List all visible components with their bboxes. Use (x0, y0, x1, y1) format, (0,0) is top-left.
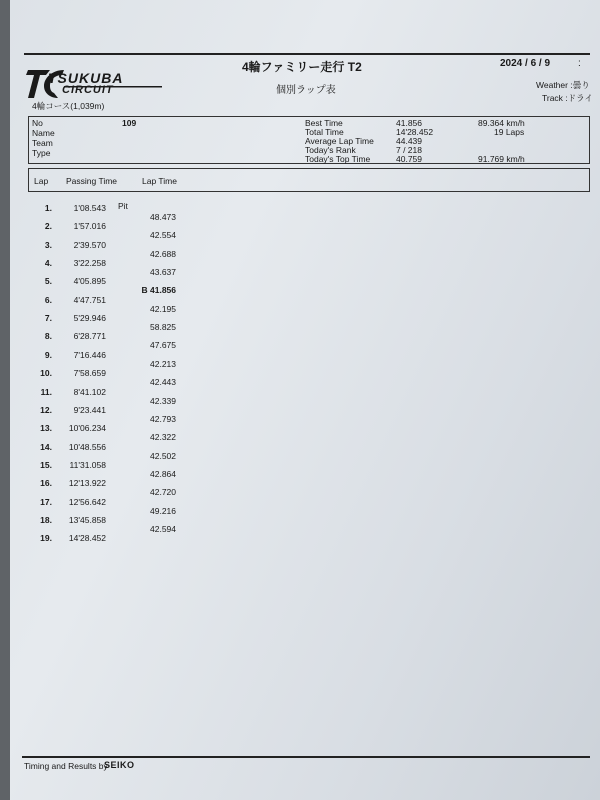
passing-time: 7'16.446 (73, 349, 106, 360)
stat-extra-top: 91.769 km/h (478, 154, 525, 164)
track-condition: Track :ドライ (542, 93, 593, 103)
lap-time: 42.502 (150, 450, 176, 461)
stat-extra-total: 19 Laps (494, 127, 525, 137)
passing-time: 12'13.922 (68, 478, 106, 489)
report-subtitle: 個別ラップ表 (276, 85, 336, 96)
event-date: 2024 / 6 / 9 (500, 58, 551, 69)
weather: Weather :曇り (536, 80, 590, 90)
label-type: Type (32, 148, 51, 158)
lap-time: B 41.856 (141, 285, 176, 296)
column-passing-time: Passing Time (66, 176, 118, 186)
lap-number: 9. (44, 349, 52, 360)
passing-time: 8'41.102 (73, 386, 106, 397)
logo-line-1: TSUKUBA (48, 70, 124, 86)
course-name: 4輪コース(1,039m) (32, 101, 105, 111)
stat-label-top: Today's Top Time (305, 154, 371, 164)
lap-number: 17. (40, 496, 52, 507)
footer-brand: SEIKO (104, 760, 135, 770)
lap-number: 2. (44, 221, 52, 232)
stat-label-rank: Today's Rank (305, 145, 356, 155)
lap-time: 42.339 (150, 395, 176, 406)
lap-time: 48.473 (150, 212, 176, 222)
label-name: Name (32, 128, 55, 138)
lap-number: 3. (44, 239, 52, 250)
lap-number: 12. (40, 404, 52, 415)
stat-value-rank: 7 / 218 (396, 145, 422, 155)
lap-time: 49.216 (150, 505, 176, 516)
lap-time: 47.675 (150, 340, 176, 351)
column-lap-time: Lap Time (142, 176, 177, 186)
stat-label-total: Total Time (305, 127, 344, 137)
stat-label-best: Best Time (305, 118, 343, 128)
event-title: 4輪ファミリー走行 T2 (242, 60, 362, 74)
stat-value-average: 44.439 (396, 136, 422, 146)
lap-time: 42.322 (150, 432, 176, 443)
lap-time: 42.213 (150, 358, 176, 369)
passing-time: 12'56.642 (68, 496, 106, 507)
passing-time: 11'31.058 (69, 459, 106, 470)
passing-time: 6'28.771 (73, 331, 106, 342)
stat-label-average: Average Lap Time (305, 136, 374, 146)
lap-number: 19. (40, 533, 52, 544)
passing-time: 13'45.858 (68, 514, 106, 525)
passing-time: 2'39.570 (73, 239, 106, 250)
lap-time: 42.554 (150, 230, 176, 241)
passing-time: 3'22.258 (73, 258, 106, 269)
lap-time: 42.594 (150, 523, 176, 534)
lap-number: 7. (44, 313, 52, 324)
footer-text: Timing and Results by (24, 761, 108, 771)
passing-time: 1'08.543 (73, 203, 106, 213)
lap-number: 8. (44, 331, 52, 342)
passing-time: 10'06.234 (68, 423, 106, 434)
stat-extra-best: 89.364 km/h (478, 118, 525, 128)
lap-number: 18. (40, 514, 52, 525)
lap-time: 58.825 (150, 322, 176, 333)
footer-rule (22, 756, 590, 758)
lap-time: 42.720 (150, 487, 176, 498)
column-lap: Lap (34, 176, 49, 186)
lap-number: 10. (40, 368, 52, 379)
lap-number: 13. (40, 423, 52, 434)
passing-time: 4'05.895 (73, 276, 106, 287)
lap-number: 1. (44, 203, 52, 213)
lap-number: 11. (40, 386, 52, 397)
passing-time: 5'29.946 (73, 313, 106, 324)
lap-time: 42.688 (150, 248, 176, 259)
lap-time: 42.864 (150, 468, 176, 479)
lap-time: 42.195 (150, 303, 176, 314)
top-rule (24, 53, 590, 55)
passing-time: 7'58.659 (73, 368, 106, 379)
pit-note: Pit (118, 201, 128, 211)
lap-time: 42.793 (150, 413, 176, 424)
lap-number: 15. (40, 459, 52, 470)
logo-line-2: CIRCUIT (62, 84, 114, 96)
lap-time: 43.637 (150, 267, 176, 278)
stat-value-total: 14'28.452 (396, 127, 434, 137)
lap-number: 4. (44, 258, 52, 269)
passing-time: 4'47.751 (73, 294, 106, 305)
lap-time: 42.443 (150, 377, 176, 388)
passing-time: 1'57.016 (73, 221, 106, 232)
lap-number: 16. (40, 478, 52, 489)
lap-number: 14. (40, 441, 52, 452)
stat-value-best: 41.856 (396, 118, 422, 128)
car-number: 109 (122, 118, 137, 128)
lap-number: 6. (44, 294, 52, 305)
stat-value-top: 40.759 (396, 154, 422, 164)
passing-time: 10'48.556 (68, 441, 106, 452)
lap-number: 5. (44, 276, 52, 287)
passing-time: 14'28.452 (68, 533, 106, 544)
date-suffix: : (578, 58, 581, 69)
label-no: No (32, 118, 43, 128)
label-team: Team (32, 138, 53, 148)
passing-time: 9'23.441 (73, 404, 106, 415)
